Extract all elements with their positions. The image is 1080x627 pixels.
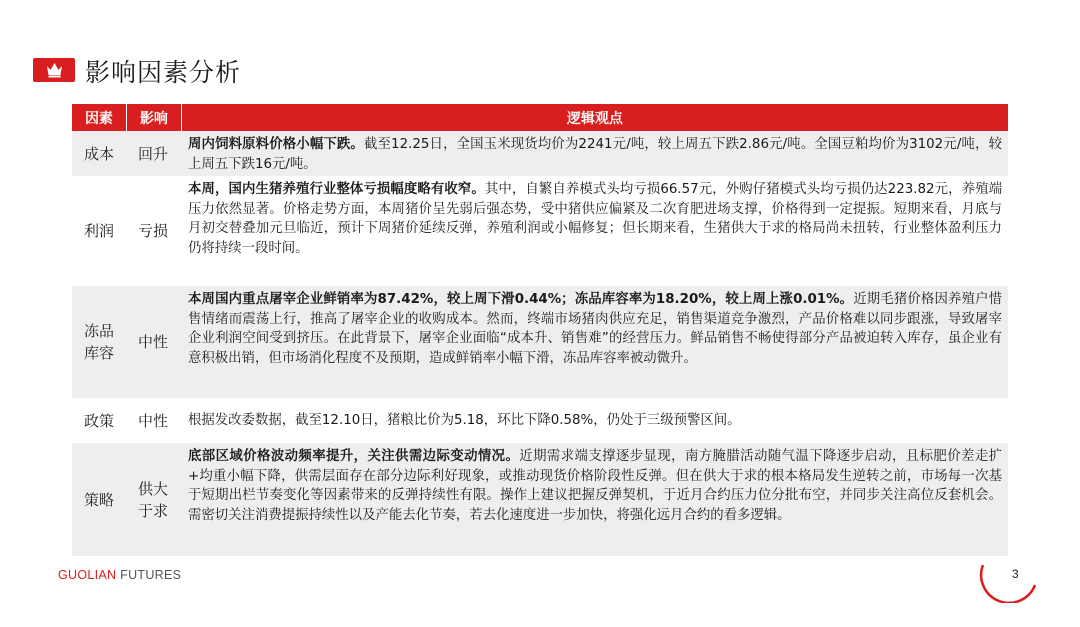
page-title: 影响因素分析	[85, 58, 242, 87]
row-factor: 冻品库容	[83, 322, 114, 362]
row-view-text: 截至12.25日，全国玉米现货均价为2241元/吨，较上周五下跌2.86元/吨。全国豆粕均价为3102元/吨，较上周五下跌16元/吨。	[188, 137, 1003, 172]
table-row-strategy	[72, 443, 1008, 556]
table-row-policy	[72, 398, 1008, 443]
row-impact: 中性	[137, 333, 168, 351]
page-number: 3	[1012, 567, 1019, 581]
row-view-text: 根据发改委数据，截至12.10日，猪粮比价为5.18，环比下降0.58%，仍处于三级预警区间。	[188, 412, 741, 428]
header-view: 逻辑观点	[566, 110, 623, 127]
footer-brand-name: GUOLIAN	[58, 568, 117, 582]
table-row-inventory	[72, 286, 1008, 398]
row-impact: 亏损	[137, 222, 168, 240]
row-view	[180, 398, 1008, 443]
table-row-profit	[72, 176, 1008, 286]
row-factor: 成本	[83, 144, 114, 163]
row-view	[180, 176, 1008, 286]
crown-icon	[46, 61, 63, 78]
header-impact: 影响	[127, 104, 182, 131]
row-factor: 政策	[83, 411, 114, 430]
footer-brand-suffix: FUTURES	[120, 568, 182, 582]
row-view-highlight: 本周国内重点屠宰企业鲜销率为87.42%，较上周下滑0.44%；冻品库容率为18.20%，较上周上涨0.01%。	[188, 292, 854, 307]
row-view-text: 其中，自繁自养模式头均亏损66.57元，外购仔猪模式头均亏损仍达223.82元，养殖端压力依然显著。价格走势方面，本周猪价呈先弱后强态势，受中猪供应偏紧及二次育肥进场支撑，价格得到一定提振。短期来看，月底与月初交替叠加元旦临近，预计下周猪价延续反弹，养殖利润或小幅修复；但长期来看，生猪供大于求的格局尚未扭转，行业整体盈利压力仍将持续一段时间。	[188, 182, 1003, 256]
row-view	[180, 443, 1008, 556]
factor-table	[72, 104, 1008, 556]
row-view-text: 近期需求端支撑逐步显现，南方腌腊活动随气温下降逐步启动，且标肥价差走扩+均重小幅下降，供需层面存在部分边际利好现象，或推动现货价格阶段性反弹。但在供大于求的根本格局发生逆转之前，市场每一次基于短期出栏节奏变化等因素带来的反弹持续性有限。操作上建议把握反弹契机，于近月合约压力位分批布空，并同步关注高位反套机会。需密切关注消费提振持续性以及产能去化节奏，若去化速度进一步加快，将强化远月合约的看多逻辑。	[188, 449, 1003, 523]
row-factor: 利润	[83, 222, 114, 240]
row-impact: 中性	[137, 411, 168, 430]
table-row-cost	[72, 131, 1008, 176]
row-view-text: 近期毛猪价格因养殖户惜售情绪而震荡上行，推高了屠宰企业的收购成本。然而，终端市场猪肉供应充足，销售渠道竞争激烈，产品价格难以同步跟涨，导致屠宰企业利润空间受到挤压。在此背景下，屠宰企业面临“成本升、销售难”的经营压力。鲜品销售不畅使得部分产品被迫转入库存，虽企业有意积极出销，但市场消化程度不及预期，造成鲜销率小幅下滑，冻品库容率被动微升。	[188, 292, 1003, 366]
row-factor: 策略	[83, 490, 114, 509]
row-view-highlight: 周内饲料原料价格小幅下跌。	[188, 137, 364, 152]
row-impact: 回升	[137, 144, 168, 163]
row-view	[180, 131, 1008, 176]
page-arc-icon	[975, 555, 1039, 603]
footer-brand	[58, 568, 181, 582]
row-view-highlight: 本周，国内生猪养殖行业整体亏损幅度略有收窄。	[188, 182, 485, 197]
row-view-highlight: 底部区域价格波动频率提升，关注供需边际变动情况。	[188, 449, 520, 464]
row-view	[180, 286, 1008, 398]
table-header	[72, 104, 1008, 131]
header-factor: 因素	[72, 104, 127, 131]
logo-badge	[33, 58, 75, 82]
row-impact: 供大于求	[137, 479, 168, 520]
